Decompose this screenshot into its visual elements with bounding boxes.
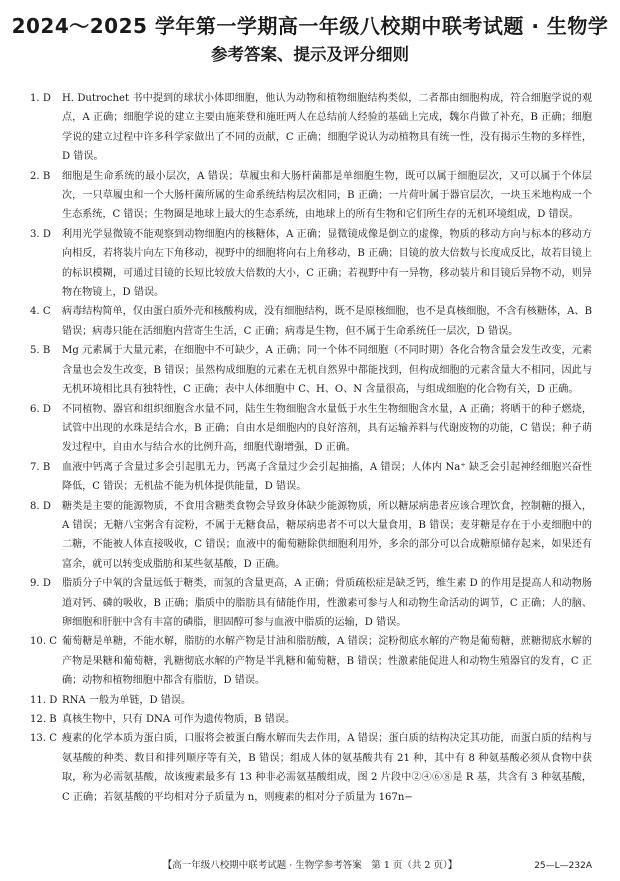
answer-item — [30, 632, 592, 690]
answer-item — [30, 729, 592, 807]
answer-explanation: H. Dutrochet 书中提到的球状小体即细胞，他认为动物和植物细胞结构类似，二者都由细胞构成，符合细胞学说的观点，A 正确；细胞学说的建立主要由施莱登和施旺两人在总结前人经验的基础上完成，魏尔肖做了补充，B 正确；细胞学说的建立过程中许多科学家做出了不同的贡献，C 正确；细胞学说认为动植物具有统一性，没有揭示生物的多样性，D 错误。 — [62, 93, 592, 163]
answer-list — [30, 89, 592, 807]
footer-exam-code: 25—L—232A — [534, 861, 592, 871]
answer-item — [30, 574, 592, 632]
answer-explanation: RNA 一般为单链，D 错误。 — [62, 694, 192, 706]
answer-item — [30, 302, 592, 341]
answer-number: 3. D — [30, 228, 51, 240]
answer-number: 9. D — [30, 578, 51, 590]
answer-number: 8. D — [30, 500, 51, 512]
answer-item — [30, 89, 592, 167]
answer-item — [30, 225, 592, 303]
answer-number: 4. C — [30, 306, 51, 318]
page-title: 2024～2025 学年第一学期高一年级八校期中联考试题 · 生物学 — [11, 14, 609, 38]
answer-number: 12. B — [30, 714, 57, 725]
footer-page-info: 【高一年级八校期中联考试题 · 生物学参考答案 第 1 页（共 2 页）】 — [162, 860, 458, 871]
page-footer — [0, 858, 620, 874]
answer-number: 7. B — [30, 461, 51, 473]
answer-explanation: 利用光学显微镜不能观察到动物细胞内的核糖体，A 正确；显微镜成像是倒立的虚像，物质的移动方向与标本的移动方向相反，若将装片向左下角移动，视野中的细胞将向右上角移动，B 正确；目镜的放大倍数与长度成反比，故若目镜上的标识模糊，可通过目镜的长短比较放大倍数的大小，C 正确；若视野中有一异物，移动装片和目镜后异物不动，则异物在物镜上，D 错误。 — [62, 228, 592, 299]
answer-explanation: 糖类是主要的能源物质，不食用含糖类食物会导致身体缺少能源物质，所以糖尿病患者应该合理饮食，控制糖的摄入，A 错误；无糖八宝粥含有淀粉，不属于无糖食品，糖尿病患者不可以大量食用，B 错误；麦芽糖是存在于小麦细胞中的二糖，不能被人体直接吸收，C 错误；血液中的葡萄糖除供细胞利用外，多余的部分可以合成糖原储存起来，如果还有富余，就可以转变成脂肪和某些氨基酸，D 正确。 — [62, 500, 592, 570]
answer-number: 13. C — [30, 733, 57, 745]
answer-explanation: 血液中钙离子含量过多会引起肌无力，钙离子含量过少会引起抽搐，A 错误；人体内 Na⁺ 缺乏会引起神经细胞兴奋性降低，C 错误；无机盐不能为机体提供能量，D 错误。 — [62, 461, 592, 493]
answer-explanation: 细胞是生命系统的最小层次，A 错误；草履虫和大肠杆菌都是单细胞生物，既可以属于细胞层次，又可以属于个体层次，一只草履虫和一个大肠杆菌所属的生命系统结构层次相同，B 正确；一片荷叶属于器官层次，一块玉米地构成一个生态系统，C 错误；生物圈是地球上最大的生态系统，由地球上的所有生物和它们所生存的无机环境组成，D 错误。 — [62, 170, 592, 221]
answer-number: 1. D — [30, 93, 51, 104]
answer-explanation: 真核生物中，只有 DNA 可作为遗传物质，B 错误。 — [62, 714, 296, 725]
answer-explanation: Mg 元素属于大量元素，在细胞中不可缺少，A 正确；同一个体不同细胞（不同时期）各化合物含量会发生改变，元素含量也会发生改变，B 错误；虽然构成细胞的元素在无机自然界中都能找到，但构成细胞的元素含量大不相同，因此与无机环境相比具有独特性，C 正确；表中人体细胞中 C、H、O、N 含量很高，与组成细胞的化合物有关，D 正确。 — [62, 345, 592, 396]
answer-item — [30, 400, 592, 458]
answer-number: 11. D — [30, 694, 58, 706]
answer-item — [30, 458, 592, 497]
answer-explanation: 脂质分子中氧的含量远低于糖类，而氢的含量更高，A 正确；骨质疏松症是缺乏钙，维生素 D 的作用是提高人和动物肠道对钙、磷的吸收，B 正确；脂质中的脂肪具有储能作用，性激素可参与人和动物生命活动的调节，C 正确；人的脑、卵细胞和肝脏中含有丰富的磷脂，胆固醇可参与血液中脂质的运输，D 错误。 — [62, 578, 592, 628]
answer-item — [30, 710, 592, 729]
page-subtitle: 参考答案、提示及评分细则 — [211, 45, 409, 64]
answer-explanation: 病毒结构简单，仅由蛋白质外壳和核酸构成，没有细胞结构，既不是原核细胞，也不是真核细胞，不含有核糖体，A、B 错误；病毒只能在活细胞内营寄生生活，C 正确；病毒是生物，但不属于生命系统任一层次，D 错误。 — [62, 306, 592, 337]
answer-explanation: 葡萄糖是单糖，不能水解，脂肪的水解产物是甘油和脂肪酸，A 错误；淀粉彻底水解的产物是葡萄糖，蔗糖彻底水解的产物是果糖和葡萄糖，乳糖彻底水解的产物是半乳糖和葡萄糖，B 错误；性激素能促进人和动物生殖器官的发育，C 正确；动物和植物细胞中都含有脂肪，D 错误。 — [62, 636, 592, 687]
answer-item — [30, 341, 592, 399]
answer-item — [30, 497, 592, 575]
answer-number: 6. D — [30, 403, 51, 415]
answer-number: 5. B — [30, 345, 51, 357]
answer-explanation: 瘦素的化学本质为蛋白质，口服将会被蛋白酶水解而失去作用，A 错误；蛋白质的结构决定其功能，而蛋白质的结构与氨基酸的种类、数目和排列顺序等有关，B 错误；组成人体的氨基酸共有 21 种，其中有 8 种氨基酸必须从食物中获取，称为必需氨基酸，故该瘦素最多有 13 种非必需氨基酸组成，图 2 片段中②④⑥⑧是 R 基，共含有 3 种氨基酸，C 正确；若氨基酸的平均相对分子质量为 n，则瘦素的相对分子质量为 167n− — [62, 733, 592, 803]
answer-number: 2. B — [30, 170, 51, 182]
answer-item — [30, 167, 592, 225]
answer-item — [30, 691, 592, 710]
answer-number: 10. C — [30, 636, 57, 648]
answer-explanation: 不同植物、器官和组织细胞含水量不同，陆生生物细胞含水量低于水生生物细胞含水量，A 正确；将晒干的种子燃烧，试管中出现的水珠是结合水，B 正确；自由水是细胞内的良好溶剂，具有运输养料与代谢废物的功能，C 错误；种子萌发过程中，自由水与结合水的比例升高，细胞代谢增强，D 正确。 — [62, 403, 592, 454]
